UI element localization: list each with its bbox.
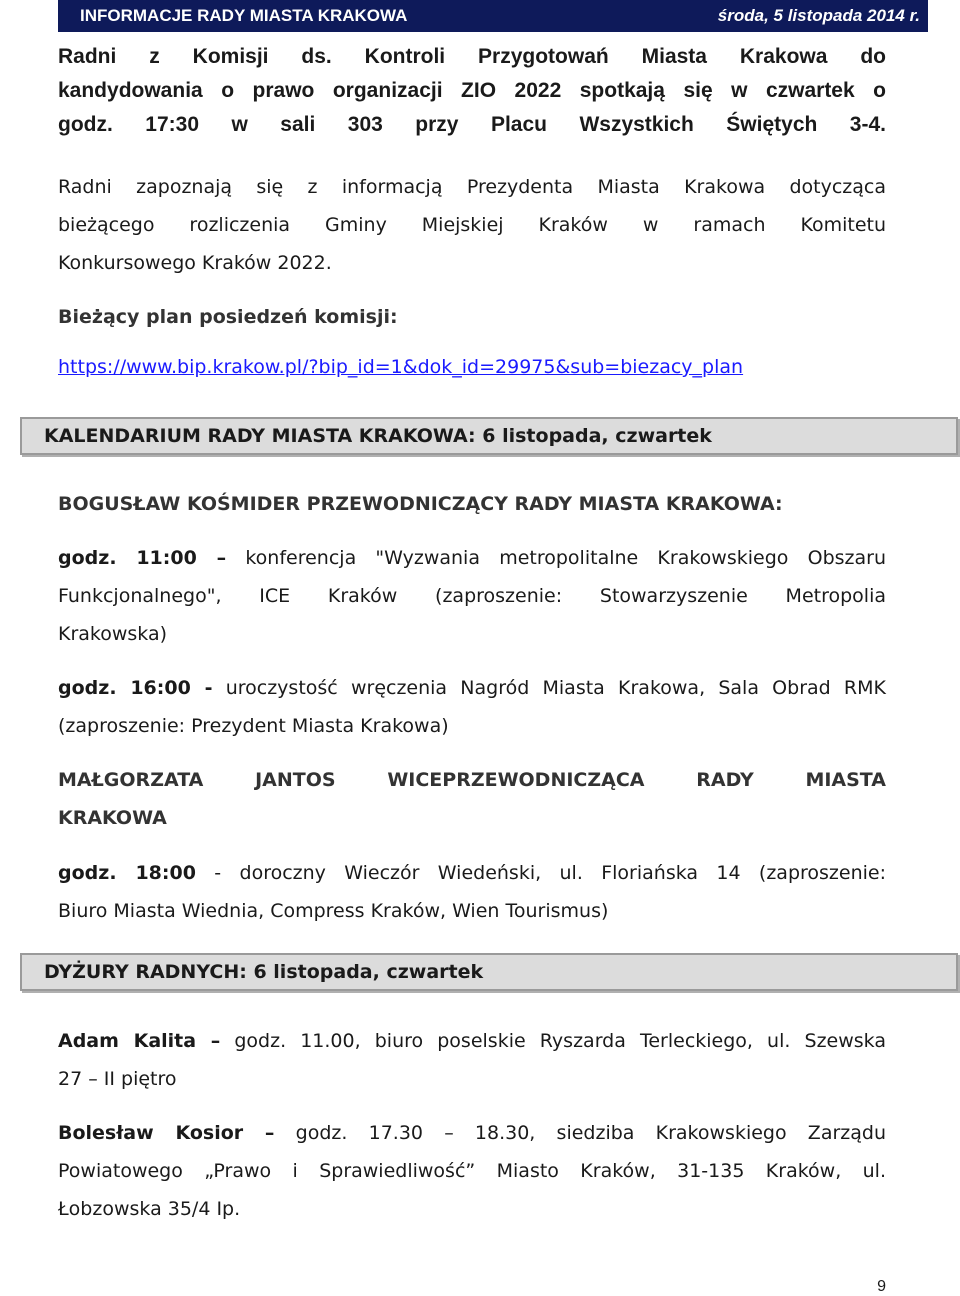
event-text: - doroczny Wieczór Wiedeński, ul. Floriańska 14 (zaproszenie: [214,862,886,884]
page-number: 9 [877,1278,886,1295]
duty-line [58,1114,886,1152]
intro-paragraph [58,40,886,142]
event-text: konferencja "Wyzwania metropolitalne Krakowskiego Obszaru [245,547,887,569]
event-time: godz. 11:00 – [58,547,227,569]
duty-name: Bolesław Kosior – [58,1122,275,1144]
event-line: Funkcjonalnego", ICE Kraków (zaproszenie: Stowarzyszenie Metropolia [58,585,886,607]
duty-text: godz. 17.30 – 18.30, siedziba Krakowskiego Zarządu [295,1122,886,1144]
plan-link-row [58,356,886,378]
info-line: Radni zapoznają się z informacją Prezydenta Miasta Krakowa dotycząca [58,176,886,198]
event-line: (zaproszenie: Prezydent Miasta Krakowa) [58,715,449,737]
duty-line: Powiatowego „Prawo i Sprawiedliwość” Miasto Kraków, 31-135 Kraków, ul. [58,1160,886,1182]
duty-kosior [58,1114,886,1228]
duty-line [58,1022,886,1060]
duty-line: 27 – II piętro [58,1068,177,1090]
event-line [58,854,886,892]
duty-kalita [58,1022,886,1098]
event-time: godz. 18:00 [58,862,196,884]
person-line: MAŁGORZATA JANTOS WICEPRZEWODNICZĄCA RADY MIASTA [58,769,886,791]
event-1100 [58,539,886,653]
header-title: INFORMACJE RADY MIASTA KRAKOWA [80,6,408,25]
person-line: KRAKOWA [58,807,167,829]
event-line [58,669,886,707]
person-heading-jantos [58,761,886,837]
info-line: bieżącego rozliczenia Gminy Miejskiej Kraków w ramach Komitetu [58,214,886,236]
intro-line: Radni z Komisji ds. Kontroli Przygotowań Miasta Krakowa do [58,45,886,68]
event-1600 [58,669,886,745]
event-line [58,539,886,577]
plan-heading: Bieżący plan posiedzeń komisji: [58,306,398,328]
event-line: Krakowska) [58,623,168,645]
intro-line: godz. 17:30 w sali 303 przy Placu Wszystkich Świętych 3-4. [58,113,886,136]
event-1800 [58,854,886,930]
plan-link[interactable]: https://www.bip.krakow.pl/?bip_id=1&dok_id=29975&sub=biezacy_plan [58,356,744,378]
duty-name: Adam Kalita – [58,1030,221,1052]
dyzury-banner: DYŻURY RADNYCH: 6 listopada, czwartek [20,953,958,991]
page-header [58,0,928,32]
event-text: uroczystość wręczenia Nagród Miasta Krakowa, Sala Obrad RMK [225,677,886,699]
duty-line: Łobzowska 35/4 Ip. [58,1198,241,1220]
header-date: środa, 5 listopada 2014 r. [717,6,920,25]
event-line: Biuro Miasta Wiednia, Compress Kraków, Wien Tourismus) [58,900,609,922]
event-time: godz. 16:00 - [58,677,213,699]
intro-line: kandydowania o prawo organizacji ZIO 2022 spotkają się w czwartek o [58,79,886,102]
person-heading-kosmider: BOGUSŁAW KOŚMIDER PRZEWODNICZĄCY RADY MIASTA KRAKOWA: [58,493,783,515]
duty-text: godz. 11.00, biuro poselskie Ryszarda Terleckiego, ul. Szewska [234,1030,886,1052]
kalendarium-banner: KALENDARIUM RADY MIASTA KRAKOWA: 6 listopada, czwartek [20,417,958,455]
info-paragraph [58,168,886,282]
info-line: Konkursowego Kraków 2022. [58,252,332,274]
